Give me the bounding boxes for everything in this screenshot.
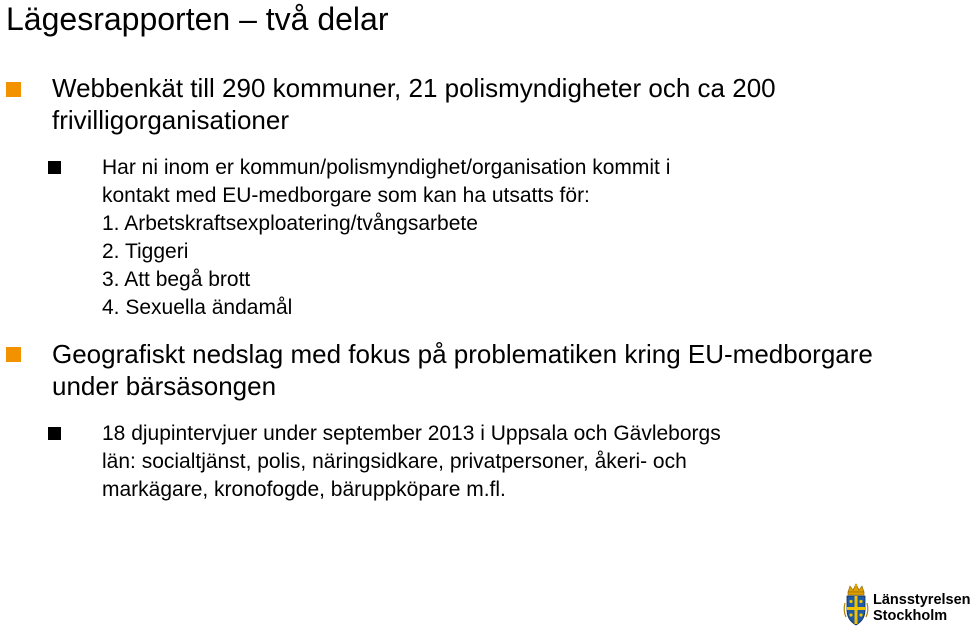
logo-text xyxy=(873,592,971,624)
slide-title: Lägesrapporten – två delar xyxy=(6,1,389,37)
square-bullet-icon xyxy=(6,347,21,362)
sub-bullet-2-text xyxy=(102,420,928,504)
numbered-item: 1. Arbetskraftsexploatering/tvångsarbete xyxy=(102,212,478,235)
square-bullet-icon xyxy=(48,427,61,440)
numbered-item: 2. Tiggeri xyxy=(102,240,189,263)
sub-bullet-1-text xyxy=(102,154,928,322)
sub-bullet-line: markägare, kronofogde, bäruppköpare m.fl. xyxy=(102,478,506,501)
sub-bullet-line: Har ni inom er kommun/polismyndighet/organisation kommit i xyxy=(102,156,671,179)
numbered-item: 4. Sexuella ändamål xyxy=(102,296,293,319)
square-bullet-icon xyxy=(48,161,61,174)
main-bullet-1 xyxy=(6,72,926,136)
sub-bullet-line: 18 djupintervjuer under september 2013 i Uppsala och Gävleborgs xyxy=(102,422,721,445)
logo-line-2: Stockholm xyxy=(873,608,948,624)
logo-line-1: Länsstyrelsen xyxy=(873,592,971,608)
main-bullet-2-text: Geografiskt nedslag med fokus på problematiken kring EU-medborgare under bärsäsongen xyxy=(52,339,873,401)
coat-of-arms-icon xyxy=(843,583,869,628)
sub-bullet-line: län: socialtjänst, polis, näringsidkare, privatpersoner, åkeri- och xyxy=(102,450,687,473)
sub-bullet-line: kontakt med EU-medborgare som kan ha utsatts för: xyxy=(102,184,590,207)
sub-bullet-2 xyxy=(48,420,928,504)
main-bullet-1-text: Webbenkät till 290 kommuner, 21 polismyndigheter och ca 200 frivilligorganisationer xyxy=(52,73,776,135)
main-bullet-2 xyxy=(6,338,926,402)
lansstyrelsen-logo xyxy=(843,583,971,628)
sub-bullet-1 xyxy=(48,154,928,322)
numbered-item: 3. Att begå brott xyxy=(102,268,251,291)
square-bullet-icon xyxy=(6,82,21,97)
